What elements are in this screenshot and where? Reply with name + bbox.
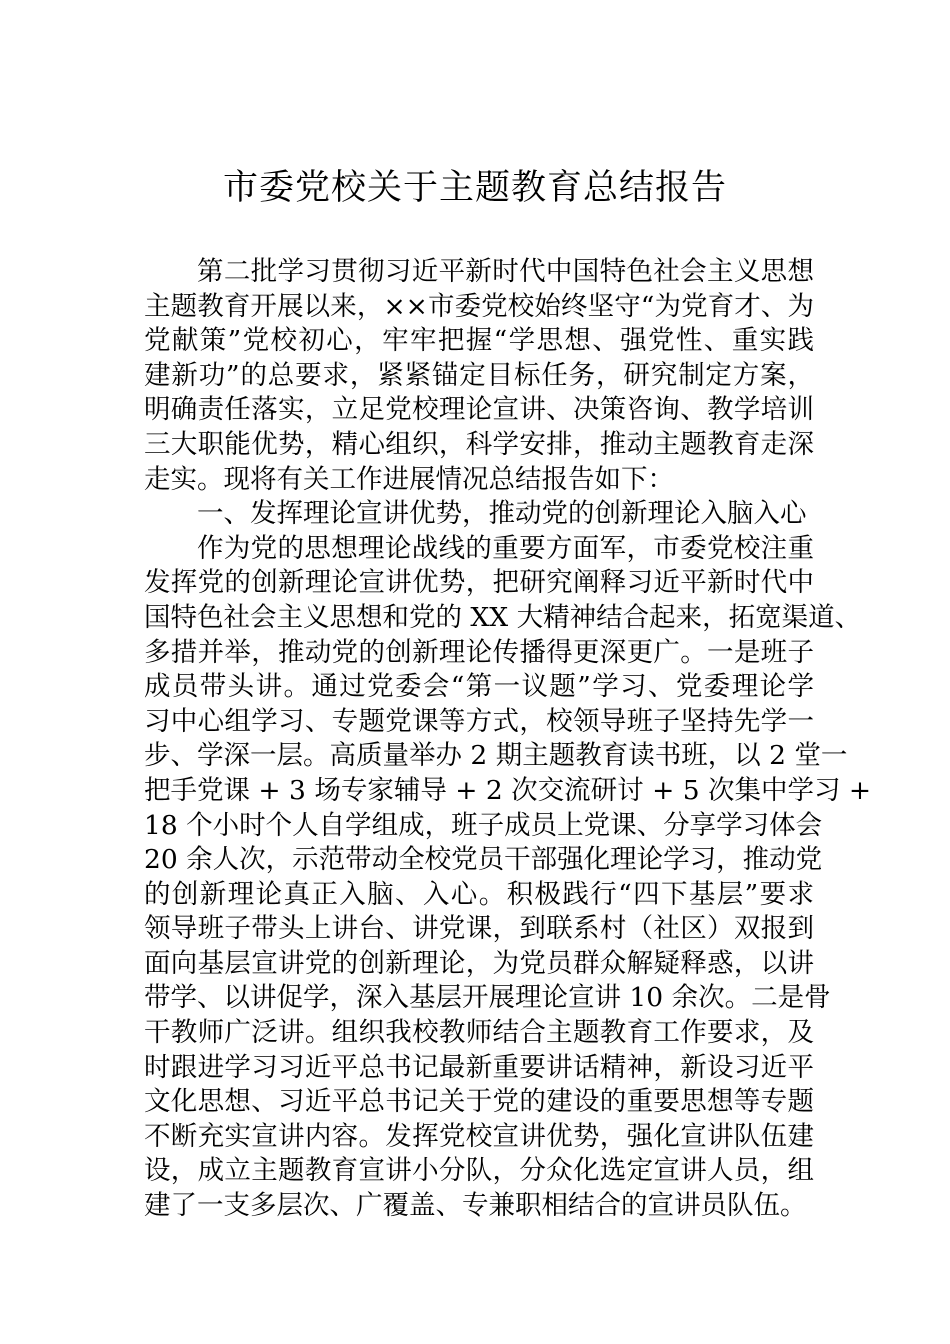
text-line: 把手党课 + 3 场专家辅导 + 2 次交流研讨 + 5 次集中学习 + [144,774,872,806]
text-line: 面向基层宣讲党的创新理论，为党员群众解疑释惑，以讲 [144,947,814,979]
text-line: 步、学深一层。高质量举办 2 期主题教育读书班，以 2 堂一 [144,740,848,772]
text-line: 设，成立主题教育宣讲小分队，分众化选定宣讲人员，组 [144,1155,814,1187]
text-line: 作为党的思想理论战线的重要方面军，市委党校注重 [197,532,814,564]
text-line: 三大职能优势，精心组织，科学安排，推动主题教育走深 [144,428,814,460]
text-line: 第二批学习贯彻习近平新时代中国特色社会主义思想 [197,256,814,287]
text-line: 党献策”党校初心，牢牢把握“学思想、强党性、重实践 [144,325,814,357]
text-line: 发挥党的创新理论宣讲优势，把研究阐释习近平新时代中 [144,567,814,599]
text-line: 领导班子带头上讲台、讲党课，到联系村（社区）双报到 [144,913,814,945]
text-line: 建新功”的总要求，紧紧锚定目标任务，研究制定方案， [144,359,814,391]
text-line: 国特色社会主义思想和党的 XX 大精神结合起来，拓宽渠道、 [144,601,862,633]
text-line: 文化思想、习近平总书记关于党的建设的重要思想等专题 [144,1086,814,1118]
text-line: 习中心组学习、专题党课等方式，校领导班子坚持先学一 [144,705,814,737]
text-line: 18 个小时个人自学组成，班子成员上党课、分享学习体会 [144,809,823,841]
text-line: 20 余人次，示范带动全校党员干部强化理论学习，推动党 [144,844,823,876]
text-line: 的创新理论真正入脑、入心。积极践行“四下基层”要求 [144,878,814,910]
section-heading: 一、发挥理论宣讲优势，推动党的创新理论入脑入心 [197,498,807,530]
text-line: 不断充实宣讲内容。发挥党校宣讲优势，强化宣讲队伍建 [144,1120,814,1152]
text-line: 明确责任落实，立足党校理论宣讲、决策咨询、教学培训 [144,394,814,426]
text-line: 干教师广泛讲。组织我校教师结合主题教育工作要求，及 [144,1017,814,1049]
text-line: 带学、以讲促学，深入基层开展理论宣讲 10 余次。二是骨 [144,982,831,1014]
text-line: 主题教育开展以来，××市委党校始终坚守“为党育才、为 [144,290,814,322]
text-line: 时跟进学习习近平总书记最新重要讲话精神，新设习近平 [144,1051,814,1083]
text-line: 走实。现将有关工作进展情况总结报告如下： [144,463,674,495]
document-body [144,255,872,1224]
document-title: 市委党校关于主题教育总结报告 [222,168,727,208]
text-line: 成员带头讲。通过党委会“第一议题”学习、党委理论学 [144,671,814,703]
text-line: 建了一支多层次、广覆盖、专兼职相结合的宣讲员队伍。 [144,1190,807,1222]
text-line: 多措并举，推动党的创新理论传播得更深更广。一是班子 [144,636,814,668]
